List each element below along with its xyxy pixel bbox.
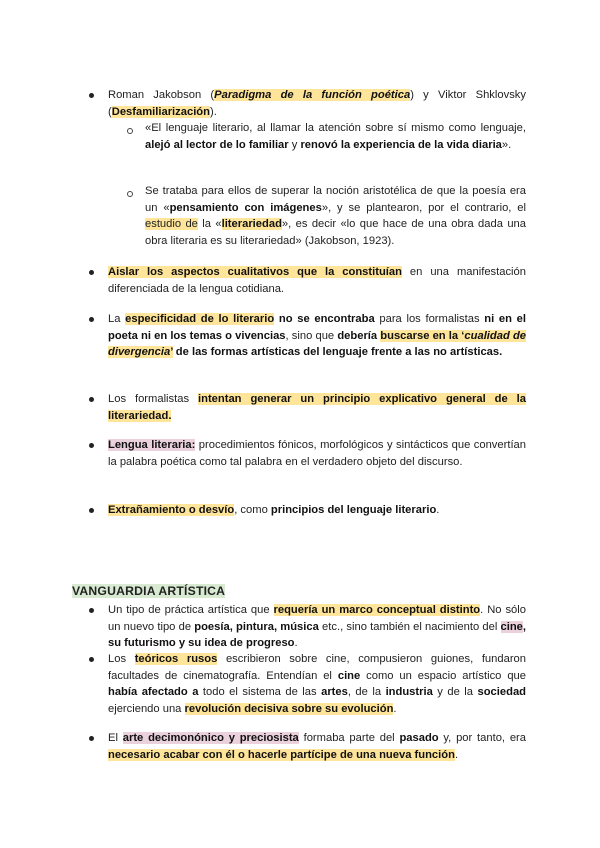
text-segment: . <box>393 702 397 715</box>
text-segment: y, por tanto, era <box>438 732 527 744</box>
text-segment: y <box>288 138 301 151</box>
text-segment: ni en el poeta ni en los temas o vivencias <box>108 313 526 342</box>
text-segment: etc., sino también el nacimiento del <box>318 620 501 633</box>
text-segment: Extrañamiento o desvío <box>108 504 235 516</box>
text-segment: alejó al lector de lo familiar <box>145 138 289 151</box>
text-segment: pasado <box>399 732 439 744</box>
text-segment: no se encontraba <box>274 313 375 325</box>
bullet-icon <box>88 392 96 400</box>
text-segment: , como <box>234 504 271 516</box>
section-title <box>72 583 225 600</box>
text-segment: industria <box>385 686 433 698</box>
text-segment: poesía, pintura, música <box>194 620 319 633</box>
bullet-icon <box>88 88 96 96</box>
text-segment: . No sólo un nuevo tipo de <box>108 604 526 633</box>
list-item <box>108 651 526 717</box>
text-segment: literariedad <box>221 218 282 230</box>
text-segment: , de la <box>347 686 386 698</box>
text-segment: para los formalistas <box>374 313 485 325</box>
bullet-icon <box>88 312 96 320</box>
text-segment: artes <box>321 686 348 698</box>
text-segment: , sino que <box>285 329 338 342</box>
text-segment: Los <box>108 653 135 665</box>
text-segment: ». <box>501 138 512 151</box>
text-segment: debería <box>337 329 381 342</box>
text-segment: Un tipo de práctica artística que <box>108 604 274 616</box>
text-segment: en una manifestación diferenciada de la lengua cotidiana. <box>108 266 526 295</box>
list-item <box>108 87 526 120</box>
text-segment: », es decir «lo que hace de una obra dada una obra literaria es su literariedad» (Jakobson, 1923). <box>145 218 526 247</box>
text-segment: sociedad <box>477 686 526 698</box>
text-segment: buscarse en la ‘ <box>380 329 465 342</box>
text-segment: cine <box>337 669 361 682</box>
text-segment: revolución decisiva sobre su evolución <box>184 702 394 715</box>
bullet-icon <box>88 438 96 446</box>
text-segment: todo el sistema de las <box>198 686 322 698</box>
text-segment: ’ <box>170 346 173 358</box>
list-item <box>108 311 526 361</box>
text-segment: la « <box>197 218 222 230</box>
text-segment: , su futurismo y su idea de progreso <box>108 620 527 649</box>
text-segment: especificidad de lo literario <box>125 313 275 325</box>
text-segment: requería un marco conceptual distinto <box>273 604 481 616</box>
text-segment: Desfamiliarización <box>111 105 210 118</box>
text-segment: principios del lenguaje literario <box>270 504 437 516</box>
circle-bullet-icon <box>127 123 135 131</box>
text-segment: El <box>108 732 123 744</box>
list-item <box>108 730 526 763</box>
text-segment: . <box>454 748 459 761</box>
text-segment: cualidad de divergencia <box>108 329 527 358</box>
text-segment: escribieron sobre cine, compusieron guiones, fundaron facultades de cinematografía. Entendían el <box>108 653 526 682</box>
text-segment: Aislar los aspectos cualitativos que la constituían <box>108 266 402 278</box>
text-segment: procedimientos fónicos, morfológicos y sintácticos que convertían la palabra poética como tal palabra en el verdadero objeto del discurso. <box>108 439 526 468</box>
text-segment: ) y Viktor Shklovsky ( <box>108 89 526 118</box>
text-segment: formaba parte del <box>298 732 400 744</box>
list-item <box>108 264 526 297</box>
text-segment: cine <box>500 620 523 633</box>
bullet-icon <box>88 265 96 273</box>
bullet-icon <box>88 731 96 739</box>
sub-list-item <box>145 183 526 249</box>
text-segment: », y se plantearon, por el contrario, el <box>321 201 526 214</box>
list-item <box>108 391 526 424</box>
list-item <box>108 502 526 519</box>
text-segment: Los formalistas <box>108 393 198 405</box>
text-segment: pensamiento con imágenes <box>169 201 322 214</box>
text-segment: . <box>436 504 440 516</box>
text-segment: . <box>294 637 298 649</box>
text-segment: renovó la experiencia de la vida diaria <box>300 138 502 151</box>
sub-list-item <box>145 120 526 153</box>
text-segment: de las formas artísticas del lenguaje frente a las no artísticas. <box>172 346 503 358</box>
circle-bullet-icon <box>127 186 135 194</box>
text-segment: «El lenguaje literario, al llamar la atención sobre sí mismo como lenguaje, <box>145 122 526 134</box>
bullet-icon <box>88 503 96 511</box>
text-segment: había afectado a <box>108 686 199 698</box>
text-segment: estudio de <box>145 218 198 230</box>
text-segment: teóricos rusos <box>134 653 218 665</box>
bullet-icon <box>88 603 96 611</box>
text-segment: intentan generar un principio explicativo general de la literariedad. <box>108 393 526 422</box>
text-segment: Roman Jakobson ( <box>108 89 215 101</box>
text-segment: Se trataba para ellos de superar la noción aristotélica de que la poesía era un « <box>145 185 526 214</box>
section-title-text: VANGUARDIA ARTÍSTICA <box>72 584 226 598</box>
text-segment: La <box>108 313 126 325</box>
text-segment: ). <box>209 105 217 118</box>
text-segment: Paradigma de la función poética <box>214 89 411 101</box>
list-item <box>108 602 526 652</box>
text-segment: y de la <box>432 686 478 698</box>
text-segment: necesario acabar con él o hacerle partícipe de una nueva función <box>108 748 455 761</box>
text-segment: arte decimonónico y preciosista <box>122 732 299 744</box>
text-segment: como un espacio artístico que <box>360 669 526 682</box>
bullet-icon <box>88 652 96 660</box>
text-segment: Lengua literaria: <box>108 439 196 451</box>
list-item <box>108 437 526 470</box>
text-segment: ejerciendo una <box>108 702 185 715</box>
